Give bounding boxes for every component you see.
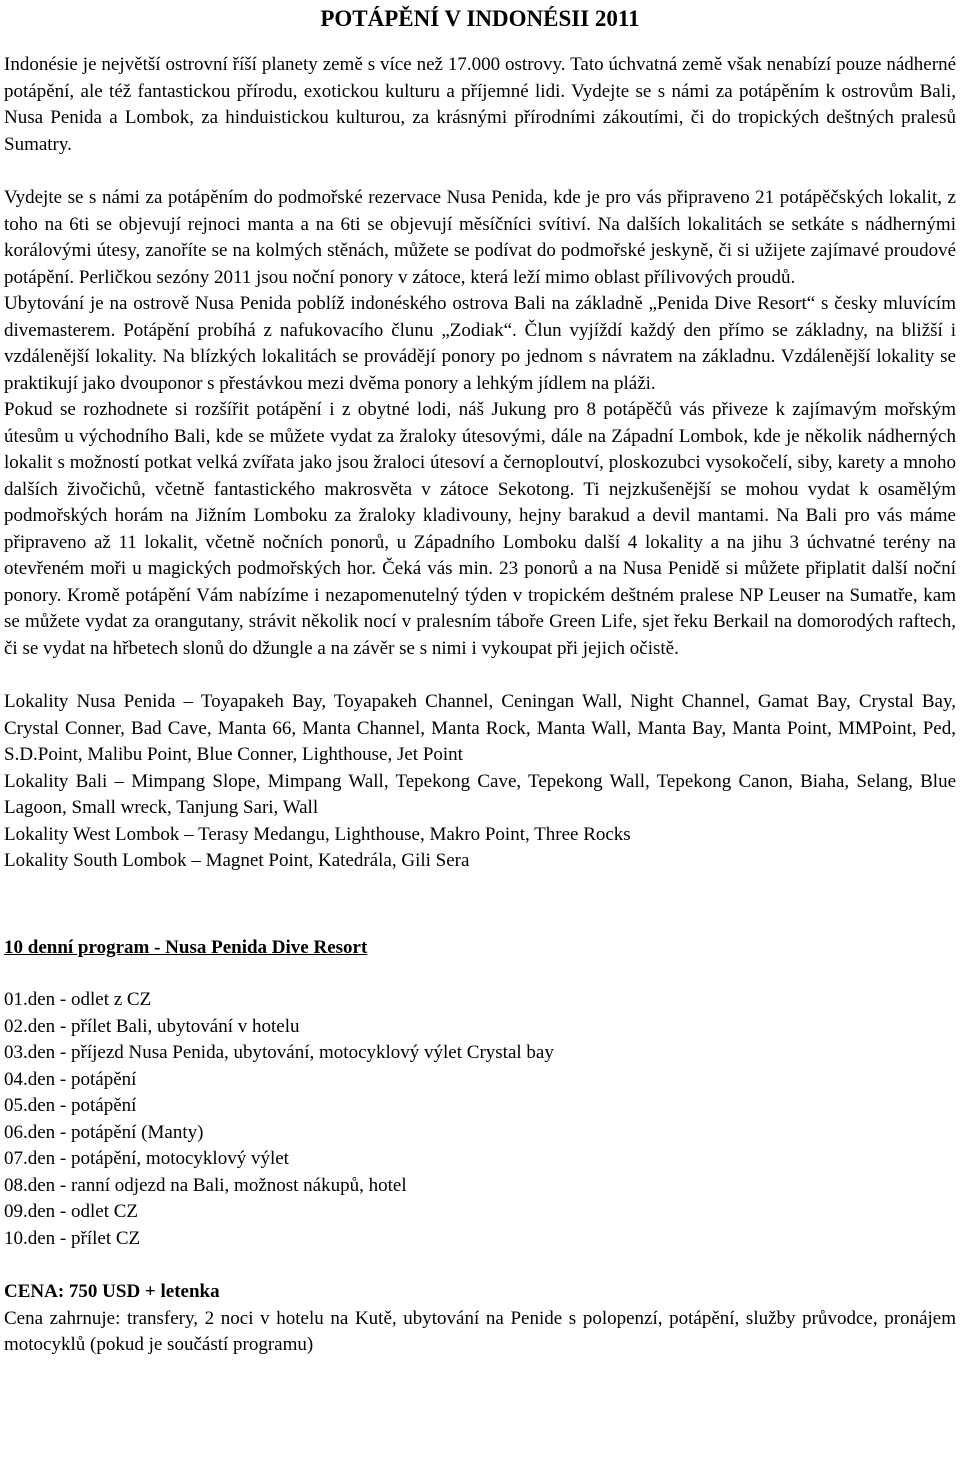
program-days-list <box>4 987 956 1252</box>
program-day: 09.den - odlet CZ <box>4 1201 139 1222</box>
spacer <box>4 158 956 185</box>
program-day: 06.den - potápění (Manty) <box>4 1121 204 1143</box>
locations-bali: Lokality Bali – Mimpang Slope, Mimpang Wall, Tepekong Cave, Tepekong Wall, Tepekong Canon, Biaha, Selang, Blue Lagoon, Small wreck, Tanjung Sari, Wall <box>4 770 956 818</box>
program-day: 01.den - odlet z CZ <box>4 989 152 1010</box>
program-day: 08.den - ranní odjezd na Bali, možnost nákupů, hotel <box>4 1174 407 1196</box>
spacer <box>4 875 956 935</box>
price-includes: Cena zahrnuje: transfery, 2 noci v hotelu na Kutě, ubytování na Penide s polopenzí, potápění, služby průvodce, pronájem motocyklů (pokud je součástí programu) <box>4 1307 956 1355</box>
paragraph-reserve: Vydejte se s námi za potápěním do podmořské rezervace Nusa Penida, kde je pro vás připraveno 21 potápěčských lokalit, z toho na 6ti se objevují rejnoci manta a na 6ti se objevují měsíčníci svítiví. Na dalších lokalitách se setkáte s nádhernými korálovými útesy, zanoříte se na kolmých stěnách, můžete se podívat do podmořské jeskyně, či si užijete zajímavé proudové potápění. Perličkou sezóny 2011 jsou noční ponory v zátoce, která leží mimo oblast přílivových proudů. <box>4 187 956 288</box>
spacer <box>4 662 956 689</box>
paragraph-accommodation: Ubytování je na ostrově Nusa Penida poblíž indonéského ostrova Bali na základně „Penida Dive Resort“ s česky mluvícím divemasterem. Potápění probíhá z nafukovacího člunu „Zodiak“. Člun vyjíždí každý den přímo se základny, na bližší i vzdálenější lokality. Na blízkých lokalitách se provádějí ponory po jednom s návratem na základnu. Vzdálenější lokality se praktikují jako dvouponor s přestávkou mezi dvěma ponory a lehkým jídlem na pláži. <box>4 293 956 394</box>
program-day: 07.den - potápění, motocyklový výlet <box>4 1148 289 1169</box>
program-day: 04.den - potápění <box>4 1068 137 1090</box>
locations-nusa-penida: Lokality Nusa Penida – Toyapakeh Bay, Toyapakeh Channel, Ceningan Wall, Night Channel, Gamat Bay, Crystal Bay, Crystal Conner, Bad Cave, Manta 66, Manta Channel, Manta Rock, Manta Wall, Manta Bay, Manta Point, MMPoint, Ped, S.D.Point, Malibu Point, Blue Conner, Lighthouse, Jet Point <box>4 691 956 765</box>
locations-west-lombok: Lokality West Lombok – Terasy Medangu, Lighthouse, Makro Point, Three Rocks <box>4 823 631 845</box>
intro-paragraph: Indonésie je největší ostrovní říší planety země s více než 17.000 ostrovy. Tato úchvatná země však nenabízí pouze nádherné potápění, ale též fantastickou přírodu, exotickou kulturu a příjemné lidi. Vydejte se s námi za potápěním k ostrovům Bali, Nusa Penida a Lombok, za hinduistickou kulturou, za krásnými přírodními zákoutími, či do tropických deštných pralesů Sumatry. <box>4 54 956 155</box>
paragraph-liveaboard: Pokud se rozhodnete si rozšířit potápění i z obytné lodi, náš Jukung pro 8 potápěčů vás přiveze k zajímavým mořským útesům u východního Bali, kde se můžete vydat za žraloky útesovými, dále na Západní Lombok, kde je několik nádherných lokalit s možností potkat velká zvířata jako jsou žraloci útesoví a černoploutví, ploskozubci vysokočelí, siby, karety a mnoho dalších živočichů, včetně fantastického makrosvěta v zátoce Sekotong. Ti nejzkušenější se mohou vydat k osamělým podmořských horám na Jižním Lomboku za žraloky kladivouny, hejny barakud a devil mantami. Na Bali pro vás máme připraveno až 11 lokalit, včetně nočních ponorů, u Západního Lomboku další 4 lokality a na jihu 3 úchvatné terény na otevřeném moři u magických podmořských hor. Čeká vás min. 23 ponorů a na Nusa Penidě si můžete připlatit další noční ponory. Kromě potápění Vám nabízíme i nezapomenutelný týden v tropickém deštném pralese NP Leuser na Sumatře, kam se můžete vydat za orangutany, strávit několik nocí v pralesním táboře Green Life, sjet řeku Berkail na domorodých raftech, či se vydat na hřbetech slonů do džungle a na závěr se s nimi i vykoupat při jejich očistě. <box>4 399 956 659</box>
program-day: 03.den - příjezd Nusa Penida, ubytování, motocyklový výlet Crystal bay <box>4 1042 554 1063</box>
document-title: POTÁPĚNÍ V INDONÉSII 2011 <box>320 6 640 31</box>
program-day: 02.den - přílet Bali, ubytování v hotelu <box>4 1015 300 1037</box>
price-title: CENA: 750 USD + letenka <box>4 1281 220 1302</box>
program-day: 10.den - přílet CZ <box>4 1227 141 1249</box>
program-day: 05.den - potápění <box>4 1095 137 1116</box>
locations-south-lombok: Lokality South Lombok – Magnet Point, Katedrála, Gili Sera <box>4 850 470 871</box>
program-title: 10 denní program - Nusa Penida Dive Resort <box>4 936 368 958</box>
spacer <box>4 1252 956 1279</box>
